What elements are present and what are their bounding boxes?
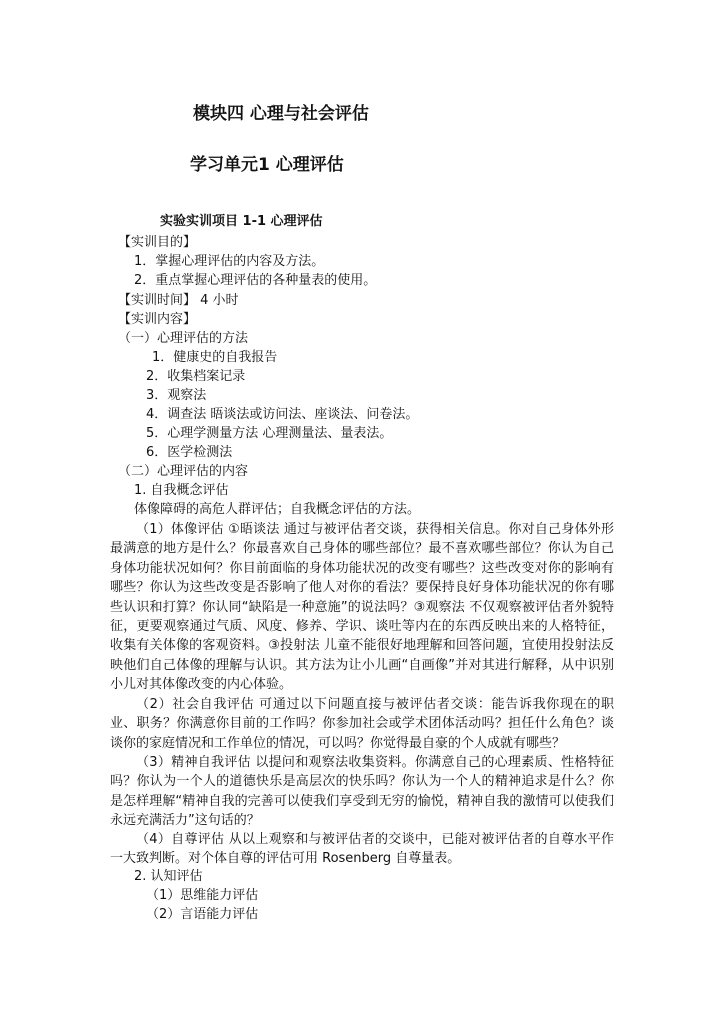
objective-item: 2．重点掌握心理评估的各种量表的使用。 xyxy=(134,273,377,288)
item2-heading: 2. 认知评估 xyxy=(134,869,203,884)
section2-heading: （二）心理评估的内容 xyxy=(118,464,249,479)
method-item: 2．收集档案记录 xyxy=(146,369,246,384)
subitem: （2）言语能力评估 xyxy=(146,907,259,922)
subitem: （1）思维能力评估 xyxy=(146,888,259,903)
body-paragraph: （2）社会自我评估 可通过以下问题直接与被评估者交谈：能告诉我你现在的职业、职务？你满意你目前的工作吗？你参加社会或学术团体活动吗？担任什么角色？谈谈你的家庭情况和工作单位的情况，可以吗？你觉得最自豪的个人成就有哪些？ xyxy=(110,697,614,751)
time-line: 【实训时间】 4 小时 xyxy=(118,293,239,308)
item1-heading: 1. 自我概念评估 xyxy=(134,483,229,498)
method-item: 6．医学检测法 xyxy=(146,445,233,460)
method-item: 5．心理学测量方法 心理测量法、量表法。 xyxy=(146,426,393,441)
section1-heading: （一）心理评估的方法 xyxy=(118,331,249,346)
module-title: 模块四 心理与社会评估 xyxy=(193,104,369,124)
body-paragraph: （1）体像评估 ①晤谈法 通过与被评估者交谈，获得相关信息。你对自己身体外形最满意的地方是什么？你最喜欢自己身体的哪些部位？最不喜欢哪些部位？你认为自己身体功能状况如何？你目前面临的身体功能状况的改变有哪些？这些改变对你的影响有哪些？你认为这些改变是否影响了他人对你的看法？要保持良好身体功能状况的你有哪些认识和打算？你认同“缺陷是一种意施”的说法吗？③观察法 不仅观察被评估者外貌特征，更要观察通过气质、风度、修养、学识、谈吐等内在的东西反映出来的人格特征，收集有关体像的客观资料。③投射法 儿童不能很好地理解和回答问题，宜使用投射法反映他们自己体像的理解与认识。其方法为让小儿画“自画像”并对其进行解释，从中识别小儿对其体像改变的内心体验。 xyxy=(110,522,614,693)
method-item: 1．健康史的自我报告 xyxy=(152,350,278,365)
body-paragraph: （4）自尊评估 从以上观察和与被评估者的交谈中，已能对被评估者的自尊水平作一大致判断。对个体自尊的评估可用 Rosenberg 自尊量表。 xyxy=(110,832,614,867)
objective-heading: 【实训目的】 xyxy=(118,235,197,250)
project-title: 实验实训项目 1-1 心理评估 xyxy=(160,214,323,229)
method-item: 3．观察法 xyxy=(146,388,207,403)
method-item: 4．调查法 晤谈法或访问法、座谈法、问卷法。 xyxy=(146,407,419,422)
item1-intro: 体像障碍的高危人群评估；自我概念评估的方法。 xyxy=(134,502,421,517)
unit-title: 学习单元1 心理评估 xyxy=(190,155,344,175)
objective-item: 1．掌握心理评估的内容及方法。 xyxy=(134,254,325,269)
body-paragraph: （3）精神自我评估 以提问和观察法收集资料。你满意自己的心理素质、性格特征吗？你认为一个人的道德快乐是高层次的快乐吗？你认为一个人的精神追求是什么？你是怎样理解“精神自我的完善可以使我们享受到无穷的愉悦，精神自我的激情可以使我们永远充满活力”这句话的？ xyxy=(110,755,614,829)
content-heading: 【实训内容】 xyxy=(118,312,197,327)
